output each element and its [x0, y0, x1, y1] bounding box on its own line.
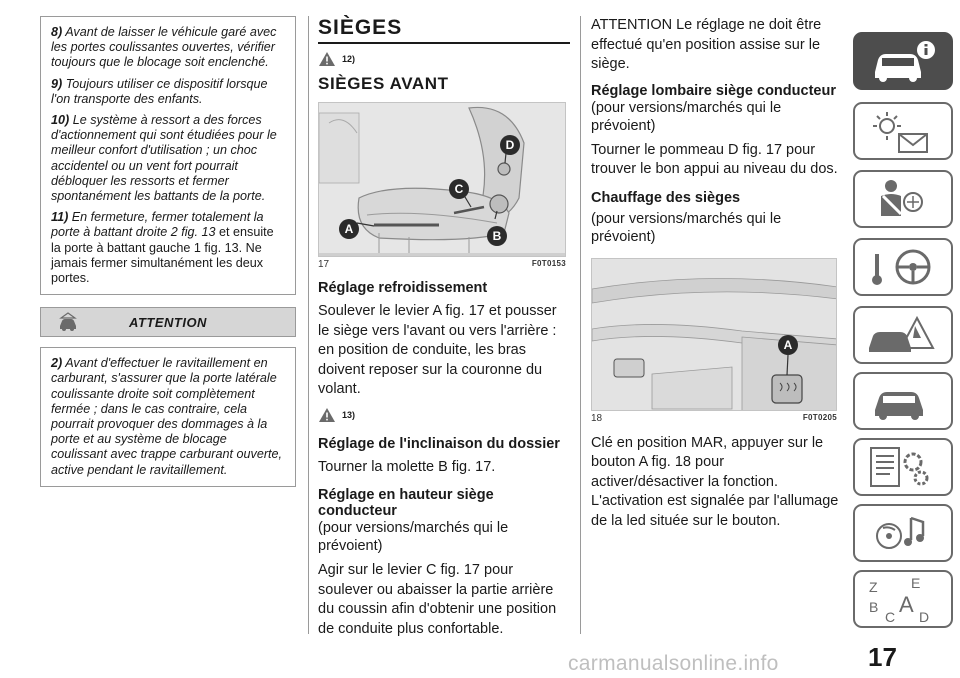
- nav-tab-index[interactable]: [853, 570, 953, 628]
- cooling-adjust-title: Réglage refroidissement: [318, 280, 488, 296]
- lumbar-adjust-title: Réglage lombaire siège conducteur: [591, 82, 836, 99]
- heating-button-illustration: [592, 259, 837, 411]
- nav-tab-warning-lights[interactable]: [853, 102, 953, 160]
- seatbelt-airbag-icon: [855, 172, 951, 226]
- figure-17-caption: 17 F0T0153: [318, 259, 566, 270]
- right-column: [591, 16, 839, 531]
- note-9: 9) Toujours utiliser ce dispositif lorsque l'on transporte des enfants.: [51, 76, 268, 106]
- seat-heating-text-1: Clé en position MAR, appuyer sur le bouton A fig. 18 pour activer/désactiver la fonction.: [591, 434, 824, 490]
- index-letter: Z: [869, 579, 878, 595]
- index-letter: B: [869, 599, 879, 615]
- attention-title: ATTENTION: [129, 315, 207, 331]
- section-reference: 12): [318, 48, 570, 70]
- nav-tab-safety[interactable]: [853, 170, 953, 228]
- figure-17: [318, 102, 566, 257]
- lumbar-adjust-text: Tourner le pommeau D fig. 17 pour trouver le bon appui au niveau du dos.: [591, 141, 838, 177]
- column-divider: [308, 16, 309, 634]
- key-steering-wheel-icon: [855, 240, 951, 294]
- backrest-tilt-text: Tourner la molette B fig. 17.: [318, 458, 496, 475]
- index-letter: E: [911, 575, 921, 591]
- warning-triangle-icon: [318, 407, 336, 423]
- nav-tab-vehicle-info[interactable]: [853, 32, 953, 90]
- backrest-tilt-title: Réglage de l'inclinaison du dossier: [318, 435, 560, 452]
- height-adjust-availability: (pour versions/marchés qui le prévoient): [318, 520, 509, 554]
- section-title: SIÈGES: [318, 16, 570, 44]
- reference-13: 13): [318, 404, 570, 426]
- front-seats-title: SIÈGES AVANT: [318, 74, 449, 93]
- warning-triangle-icon: [318, 51, 336, 67]
- warning-lights-icon: [855, 104, 951, 158]
- alphabetical-index-icon: [855, 572, 951, 626]
- seat-heating-availability: (pour versions/marchés qui le prévoient): [591, 210, 782, 245]
- callout-a: A: [339, 219, 359, 239]
- figure-18: [591, 258, 837, 411]
- middle-column: [318, 16, 570, 639]
- callout-a: A: [778, 335, 798, 355]
- watermark: carmanualsonline.info: [568, 652, 779, 675]
- nav-tab-specifications[interactable]: [853, 438, 953, 496]
- index-letter: D: [919, 609, 930, 625]
- attention-box: [40, 347, 296, 487]
- index-letter: C: [885, 609, 896, 625]
- specifications-gears-icon: [855, 440, 951, 494]
- callout-d: D: [500, 135, 520, 155]
- nav-tab-starting-driving[interactable]: [853, 238, 953, 296]
- seat-heating-text-2: L'activation est signalée par l'allumage de la led située sur le bouton.: [591, 493, 839, 529]
- car-service-icon: [855, 374, 951, 428]
- page-number: 17: [868, 642, 897, 672]
- height-adjust-text: Agir sur le levier C fig. 17 pour soulever ou abaisser la partie arrière du coussin afin d'obtenir une position de conduite plus confortable.: [318, 562, 557, 637]
- figure-18-caption: 18 F0T0205: [591, 412, 837, 424]
- notes-box: [40, 16, 296, 295]
- callout-b: B: [487, 226, 507, 246]
- callout-c: C: [449, 179, 469, 199]
- note-11: 11) En fermeture, fermer totalement la porte à battant droite 2 fig. 13 et ensuite la porte à battant gauche 1 fig. 13. Ne jamais fermer simultanément les deux portes.: [51, 210, 274, 286]
- nav-tab-multimedia[interactable]: [853, 504, 953, 562]
- nav-tab-maintenance[interactable]: [853, 372, 953, 430]
- column-divider: [580, 16, 581, 634]
- index-letter: A: [899, 592, 914, 617]
- cooling-adjust-text: Soulever le levier A fig. 17 et pousser le siège vers l'avant ou vers l'arrière : en position de conduite, les bras doivent reposer sur la couronne du volant.: [318, 303, 557, 397]
- attention-note-2: 2) Avant d'effectuer le ravitaillement en carburant, s'assurer que la porte latérale coulissante droite soit complètement fermée ; dans le cas contraire, cela pourrait provoquer des dommages à la porte et au système de blocage coulissant avec trappe carburant ouverte, active pendant le ravitaillement.: [51, 356, 283, 477]
- lumbar-adjust-availability: (pour versions/marchés qui le prévoient): [591, 99, 782, 134]
- car-info-icon: [855, 34, 951, 88]
- nav-tab-emergency[interactable]: [853, 306, 953, 364]
- note-10: 10) Le système à ressort a des forces d'actionnement qui sont étudiées pour le meilleur confort d'utilisation ; un choc accidentel ou un vent fort pourrait débloquer les ressorts et fermer spontanément les battants de la porte.: [51, 113, 277, 204]
- multimedia-icon: [855, 506, 951, 560]
- left-column: [40, 16, 296, 487]
- attention-header: [40, 307, 296, 337]
- attention-seated-text: ATTENTION Le réglage ne doit être effectué qu'en position assise sur le siège.: [591, 17, 822, 72]
- seat-heating-title: Chauffage des sièges: [591, 189, 741, 206]
- height-adjust-title: Réglage en hauteur siège conducteur: [318, 487, 494, 519]
- accident-icon: [855, 308, 951, 362]
- note-8: 8) Avant de laisser le véhicule garé avec les portes coulissantes ouvertes, vérifier toujours que le blocage soit enclenché.: [51, 25, 277, 70]
